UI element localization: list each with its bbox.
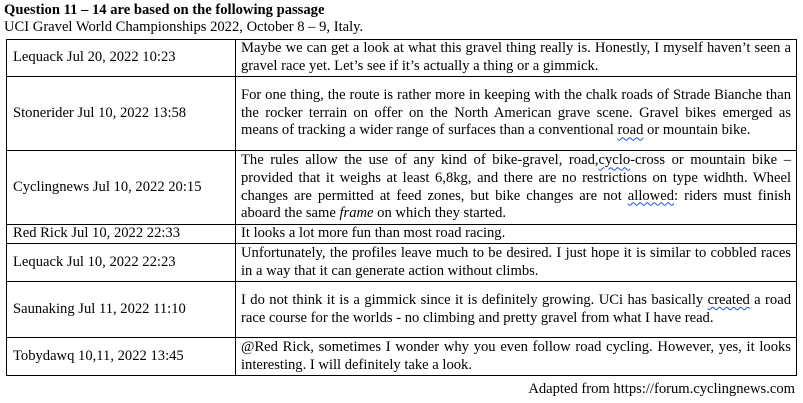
post-text [236, 282, 797, 338]
post-text [236, 77, 797, 151]
post-author: Tobydawq 10,11, 2022 13:45 [7, 338, 236, 376]
post-text-part: on which they started. [373, 205, 507, 222]
table-row [7, 244, 797, 282]
post-text-part: For one thing, the route is rather more in keeping with the chalk roads of Strade Bianche than the rocker terrain on offer on the North American grave scene. Gravel bikes emerged as means of tracking a wider range of surfaces than a conventional [241, 87, 791, 139]
post-text-part: The rules allow the use of any kind of bike-gravel, road, [241, 152, 599, 169]
table-row [7, 40, 797, 77]
passage-subheading: UCI Gravel World Championships 2022, October 8 – 9, Italy. [4, 19, 364, 35]
post-author: Stonerider Jul 10, 2022 13:58 [7, 77, 236, 151]
table-row [7, 225, 797, 244]
post-text-part: a road race course for the worlds - no climbing and pretty gravel from what I have read. [241, 291, 791, 326]
grammar-underlined-word: allowed [627, 187, 674, 204]
table-row [7, 151, 797, 225]
spellcheck-underlined-word: created [707, 291, 750, 308]
post-author: Saunaking Jul 11, 2022 11:10 [7, 282, 236, 338]
post-author: Lequack Jul 20, 2022 10:23 [7, 40, 236, 77]
post-text: Unfortunately, the profiles leave much to be desired. I just hope it is similar to cobbled races in a way that it can generate action without climbs. [236, 244, 797, 282]
table-row [7, 77, 797, 151]
post-text: @Red Rick, sometimes I wonder why you even follow road cycling. However, yes, it looks interesting. I will definitely take a look. [236, 338, 797, 376]
spellcheck-underlined-word: road [617, 122, 644, 139]
post-text-part: or mountain bike. [643, 122, 751, 139]
post-text-part: I do not think it is a gimmick since it is definitely growing. UCi has basically [241, 291, 708, 308]
source-attribution: Adapted from https://forum.cyclingnews.com [528, 381, 795, 397]
table-row [7, 282, 797, 338]
question-heading: Question 11 – 14 are based on the following passage [4, 2, 325, 18]
post-author: Red Rick Jul 10, 2022 22:33 [7, 225, 236, 244]
post-text [236, 151, 797, 225]
post-author: Lequack Jul 10, 2022 22:23 [7, 244, 236, 282]
post-text: Maybe we can get a look at what this gravel thing really is. Honestly, I myself haven’t seen a gravel race yet. Let’s see if it’s actually a thing or a gimmick. [236, 40, 797, 77]
post-author: Cyclingnews Jul 10, 2022 20:15 [7, 151, 236, 225]
spellcheck-underlined-word: cyclo [598, 152, 631, 169]
forum-posts-table [6, 39, 797, 376]
post-text-part: -cross or mountain bike – provided that it weighs at least 6,8kg, and there are no restrictions on type widhth. Wheel changes are permitted at feed zones, but bike changes are not [241, 152, 791, 204]
post-text: It looks a lot more fun than most road racing. [236, 225, 797, 244]
post-text-part: : riders must finish aboard the same [241, 187, 791, 222]
emphasized-word: frame [339, 205, 374, 222]
table-row [7, 338, 797, 376]
